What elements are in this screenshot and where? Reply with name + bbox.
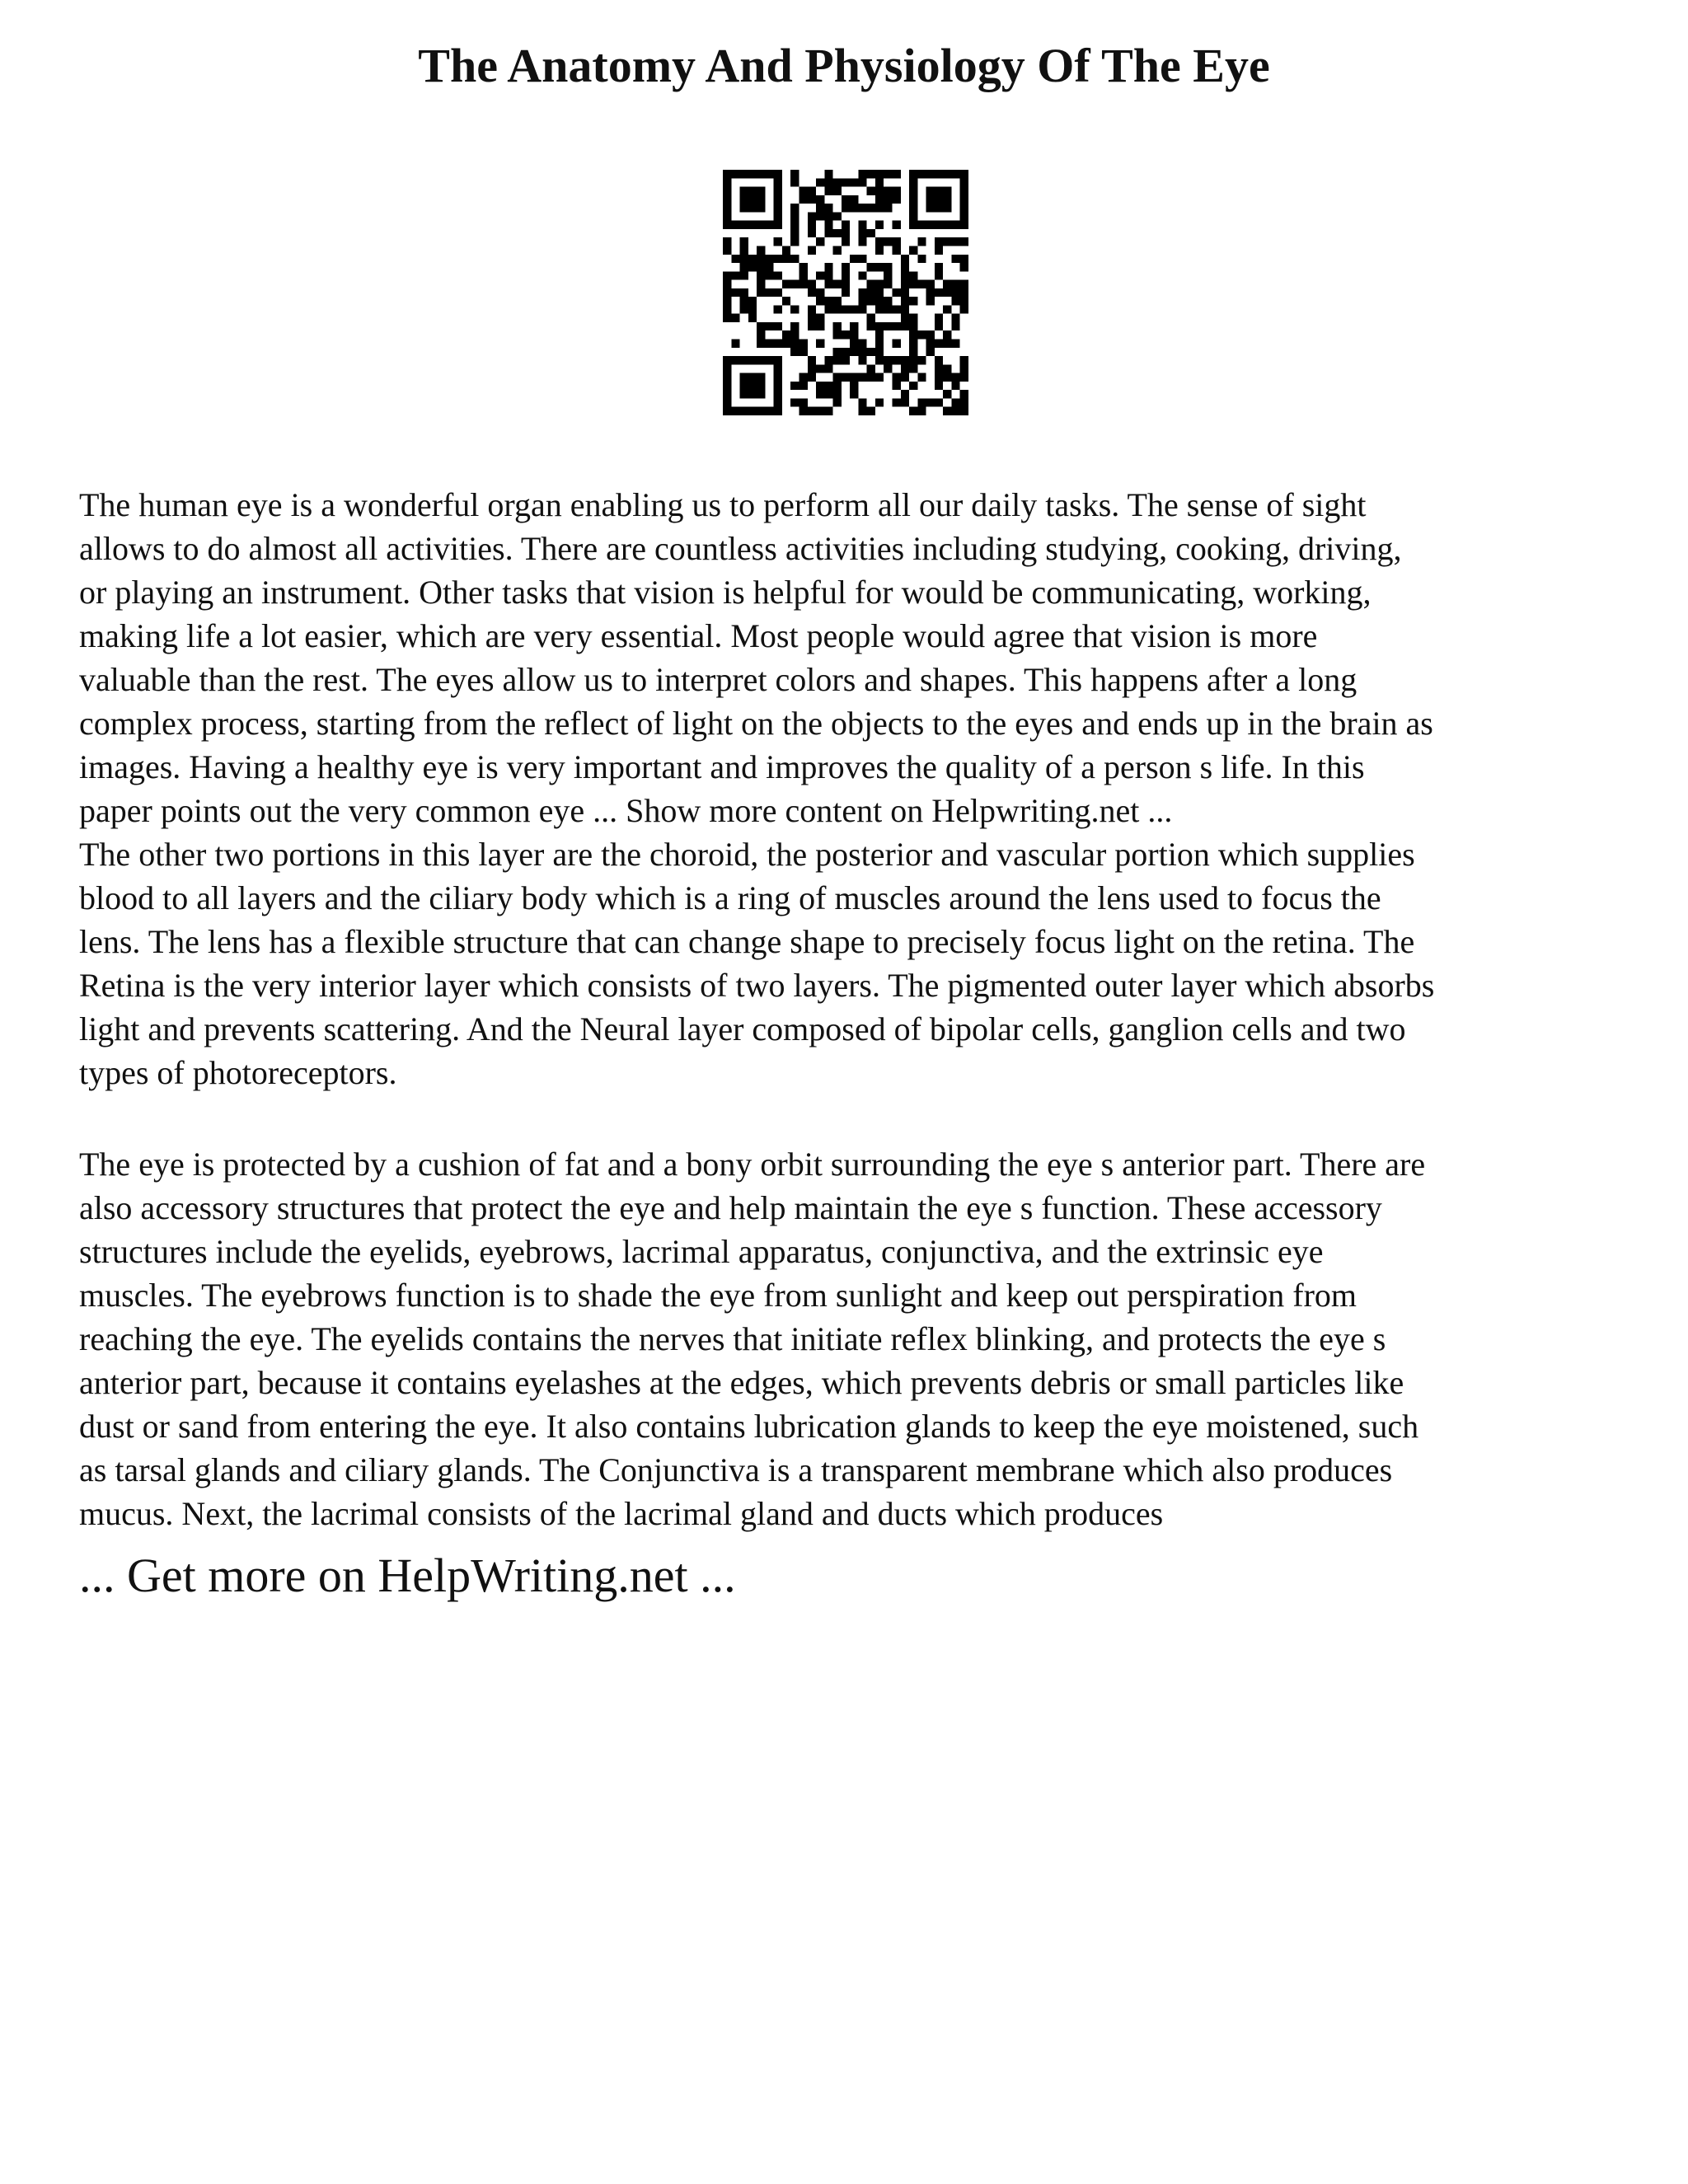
text-line: allows to do almost all activities. There are countless activities including studying, cooking, driving,	[79, 530, 1402, 567]
text-line: images. Having a healthy eye is very important and improves the quality of a person s life. In this	[79, 748, 1365, 785]
text-line: The human eye is a wonderful organ enabling us to perform all our daily tasks. The sense of sight	[79, 486, 1367, 523]
text-line: lens. The lens has a flexible structure that can change shape to precisely focus light on the retina. The	[79, 923, 1415, 960]
text-line: muscles. The eyebrows function is to shade the eye from sunlight and keep out perspiration from	[79, 1277, 1357, 1314]
text-line: structures include the eyelids, eyebrows, lacrimal apparatus, conjunctiva, and the extrinsic eye	[79, 1233, 1324, 1270]
text-line: dust or sand from entering the eye. It also contains lubrication glands to keep the eye moistened, such	[79, 1408, 1419, 1445]
text-line: as tarsal glands and ciliary glands. The Conjunctiva is a transparent membrane which also produces	[79, 1451, 1393, 1488]
text-line: Retina is the very interior layer which consists of two layers. The pigmented outer layer which absorbs	[79, 967, 1435, 1004]
text-line: valuable than the rest. The eyes allow us to interpret colors and shapes. This happens after a long	[79, 661, 1357, 698]
text-line: or playing an instrument. Other tasks that vision is helpful for would be communicating, working,	[79, 574, 1372, 611]
text-line: anterior part, because it contains eyelashes at the edges, which prevents debris or small particles like	[79, 1364, 1404, 1401]
body-paragraph-1	[79, 483, 1629, 1094]
text-line: The eye is protected by a cushion of fat and a bony orbit surrounding the eye s anterior part. There are	[79, 1146, 1426, 1183]
text-line: complex process, starting from the reflect of light on the objects to the eyes and ends up in the brain as	[79, 705, 1433, 742]
text-line: light and prevents scattering. And the Neural layer composed of bipolar cells, ganglion cells and two	[79, 1010, 1406, 1047]
get-more-link[interactable]: ... Get more on HelpWriting.net ...	[79, 1549, 736, 1602]
text-line: The other two portions in this layer are the choroid, the posterior and vascular portion which supplies	[79, 836, 1415, 873]
text-line: reaching the eye. The eyelids contains the nerves that initiate reflex blinking, and protects the eye s	[79, 1320, 1386, 1357]
text-line: paper points out the very common eye ... Show more content on Helpwriting.net ...	[79, 792, 1173, 829]
page-title: The Anatomy And Physiology Of The Eye	[418, 39, 1270, 92]
qr-code-icon	[723, 170, 968, 415]
text-line: making life a lot easier, which are very essential. Most people would agree that vision is more	[79, 617, 1318, 654]
text-line: mucus. Next, the lacrimal consists of the lacrimal gland and ducts which produces	[79, 1495, 1164, 1532]
text-line: also accessory structures that protect the eye and help maintain the eye s function. These accessory	[79, 1189, 1382, 1226]
text-line: types of photoreceptors.	[79, 1054, 397, 1091]
text-line: blood to all layers and the ciliary body which is a ring of muscles around the lens used to focus the	[79, 879, 1381, 916]
body-paragraph-2	[79, 1142, 1629, 1535]
